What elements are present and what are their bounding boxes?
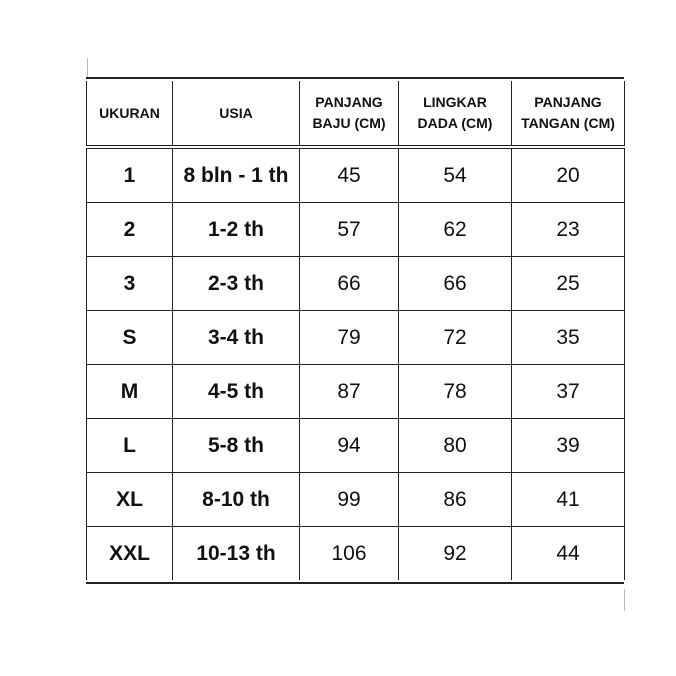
cell-panjang-baju: 57	[300, 203, 399, 257]
cell-ukuran: XL	[87, 473, 173, 527]
table-row	[87, 147, 625, 203]
cell-usia: 2-3 th	[173, 257, 300, 311]
cell-usia: 5-8 th	[173, 419, 300, 473]
cell-usia: 10-13 th	[173, 527, 300, 581]
header-text: UKURAN	[99, 104, 160, 121]
table-row	[87, 257, 625, 311]
cell-panjang-baju: 66	[300, 257, 399, 311]
cell-panjang-baju: 87	[300, 365, 399, 419]
cell-usia: 8-10 th	[173, 473, 300, 527]
cell-lingkar-dada: 72	[399, 311, 512, 365]
header-text: DADA (CM)	[417, 115, 493, 131]
cell-lingkar-dada: 86	[399, 473, 512, 527]
cell-lingkar-dada: 62	[399, 203, 512, 257]
cell-lingkar-dada: 54	[399, 147, 512, 203]
cell-ukuran: 3	[87, 257, 173, 311]
cell-panjang-tangan: 20	[512, 147, 625, 203]
header-lingkar-dada	[399, 81, 512, 147]
header-ukuran	[87, 81, 173, 147]
cell-ukuran: S	[87, 311, 173, 365]
guide-line-bottom	[624, 589, 625, 611]
header-text: LINGKAR	[423, 94, 487, 110]
cell-ukuran: 1	[87, 147, 173, 203]
guide-line-top	[87, 58, 88, 78]
cell-ukuran: M	[87, 365, 173, 419]
table-row	[87, 473, 625, 527]
cell-usia: 1-2 th	[173, 203, 300, 257]
header-text: TANGAN (CM)	[521, 115, 615, 131]
header-panjang-tangan	[512, 81, 625, 147]
cell-usia: 8 bln - 1 th	[173, 147, 300, 203]
header-text: PANJANG	[315, 94, 383, 110]
cell-usia: 3-4 th	[173, 311, 300, 365]
cell-panjang-baju: 79	[300, 311, 399, 365]
cell-lingkar-dada: 78	[399, 365, 512, 419]
cell-panjang-baju: 94	[300, 419, 399, 473]
cell-ukuran: L	[87, 419, 173, 473]
table-row	[87, 527, 625, 581]
table-row	[87, 203, 625, 257]
cell-lingkar-dada: 80	[399, 419, 512, 473]
cell-usia: 4-5 th	[173, 365, 300, 419]
header-text: PANJANG	[534, 94, 602, 110]
cell-panjang-baju: 106	[300, 527, 399, 581]
header-usia	[173, 81, 300, 147]
cell-ukuran: XXL	[87, 527, 173, 581]
cell-ukuran: 2	[87, 203, 173, 257]
cell-panjang-tangan: 25	[512, 257, 625, 311]
cell-panjang-tangan: 23	[512, 203, 625, 257]
cell-panjang-baju: 99	[300, 473, 399, 527]
cell-lingkar-dada: 66	[399, 257, 512, 311]
table-row	[87, 419, 625, 473]
table-row	[87, 311, 625, 365]
cell-panjang-tangan: 37	[512, 365, 625, 419]
cell-panjang-tangan: 41	[512, 473, 625, 527]
cell-panjang-tangan: 35	[512, 311, 625, 365]
size-table	[86, 81, 625, 580]
header-text: USIA	[219, 104, 253, 121]
header-panjang-baju	[300, 81, 399, 147]
size-chart	[86, 77, 624, 584]
cell-panjang-tangan: 44	[512, 527, 625, 581]
cell-panjang-baju: 45	[300, 147, 399, 203]
header-row	[87, 81, 625, 147]
cell-panjang-tangan: 39	[512, 419, 625, 473]
header-text: BAJU (CM)	[312, 115, 386, 131]
table-row	[87, 365, 625, 419]
cell-lingkar-dada: 92	[399, 527, 512, 581]
